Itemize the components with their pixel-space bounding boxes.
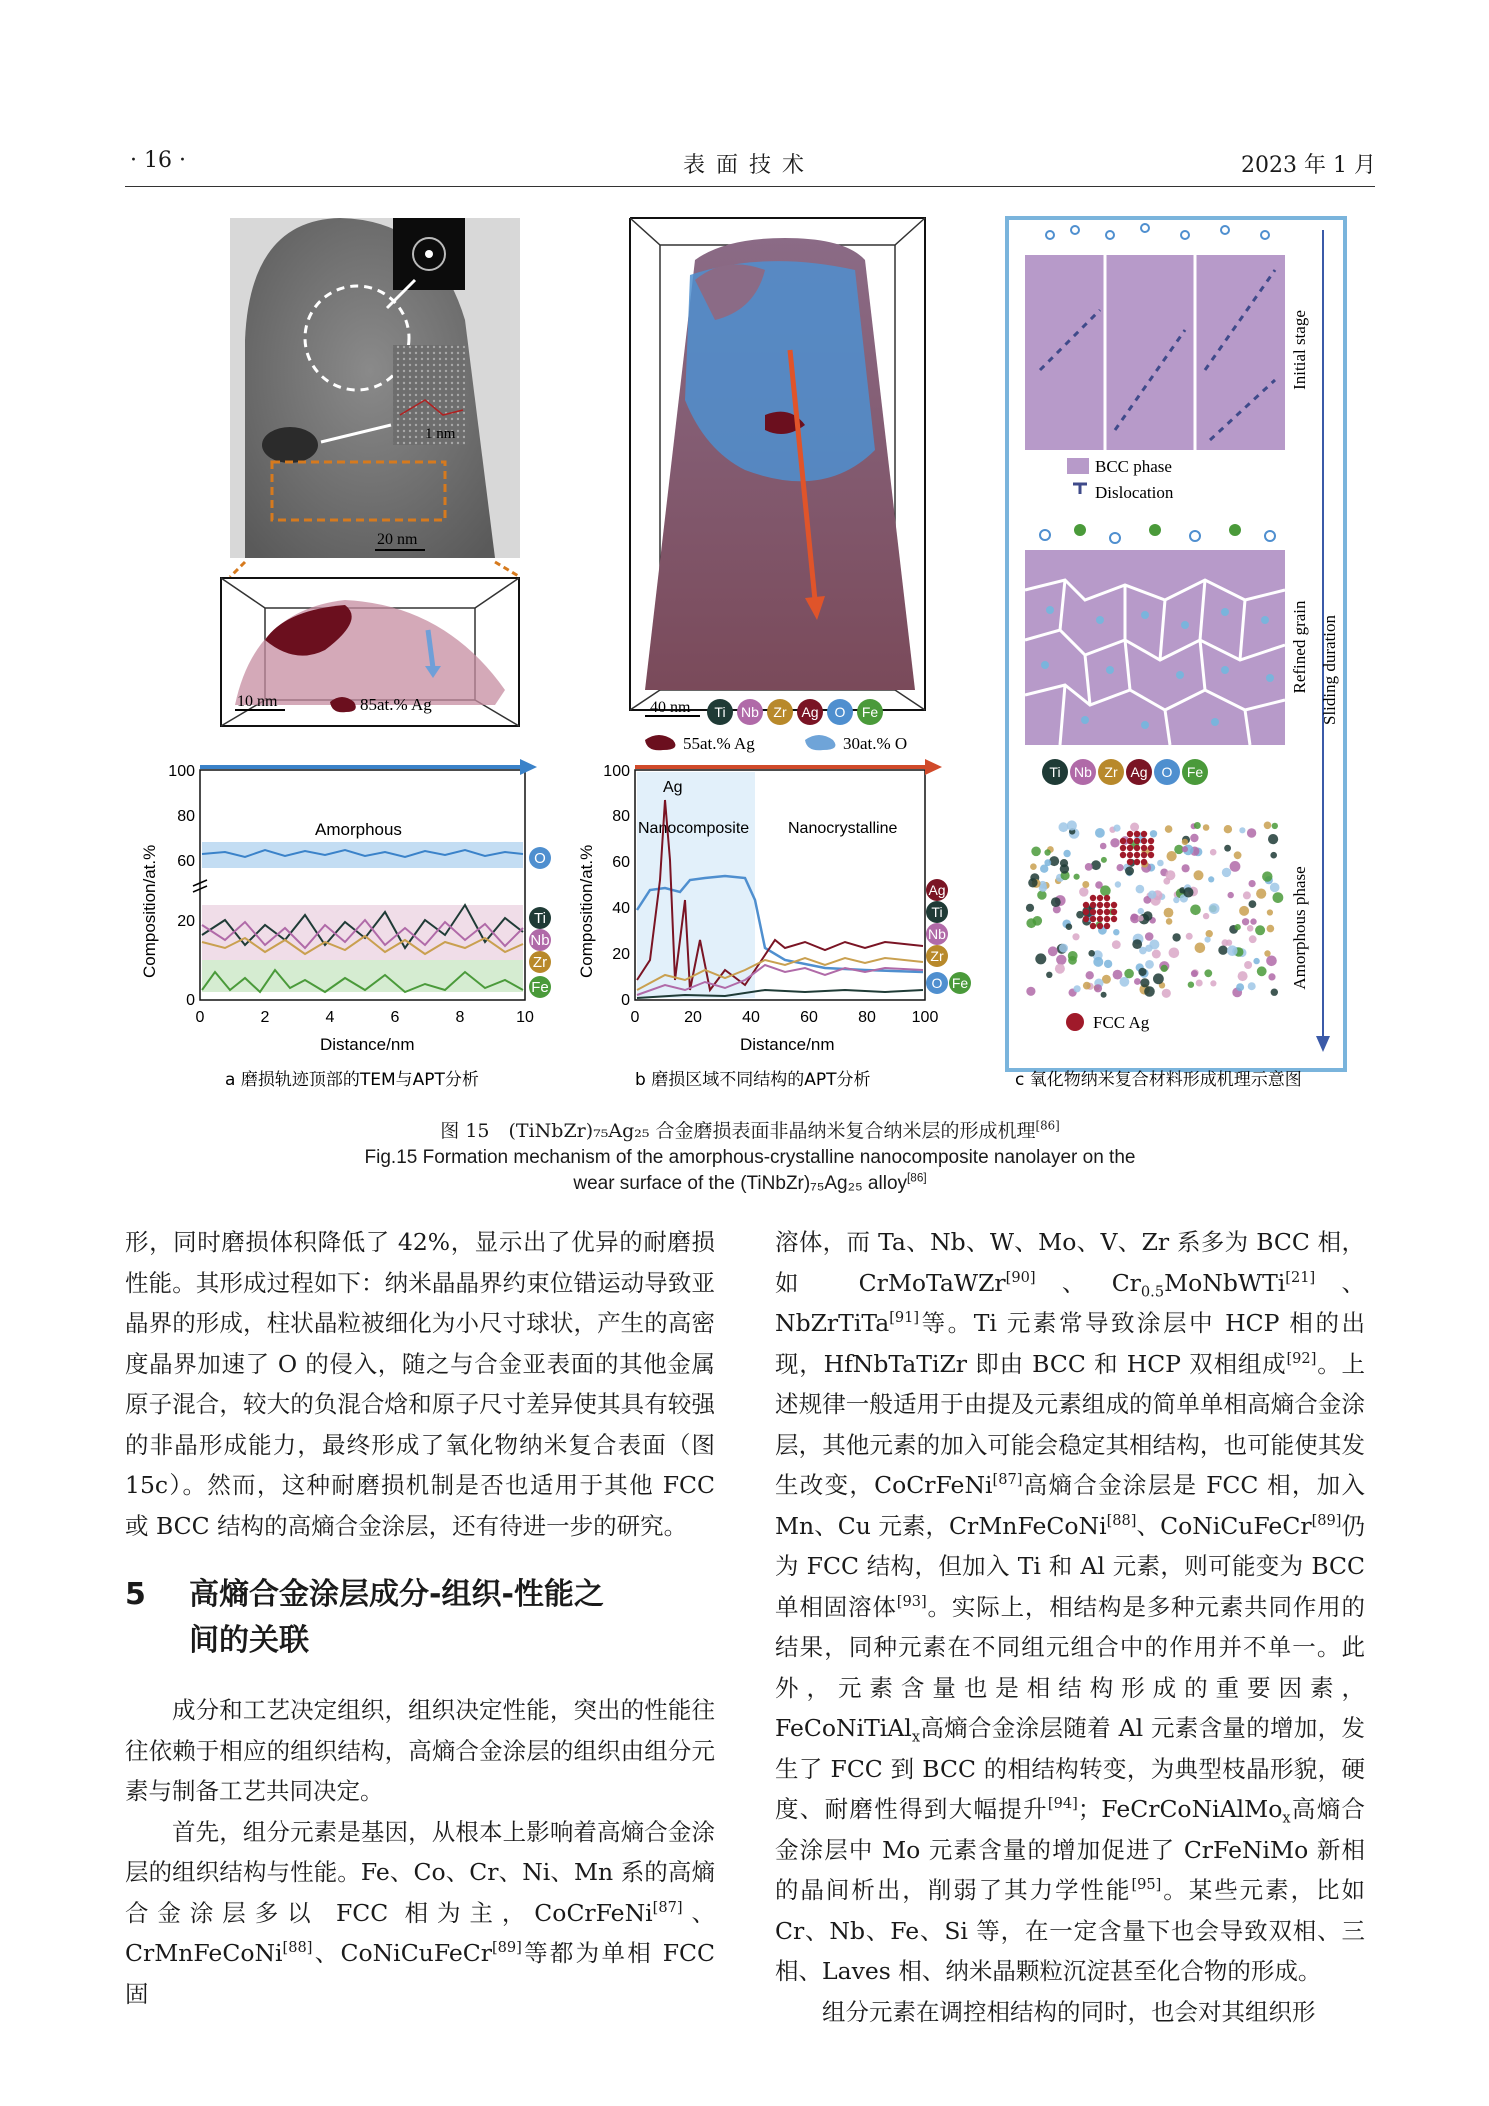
amorphous-particle bbox=[1239, 827, 1245, 833]
amorphous-particle bbox=[1115, 881, 1121, 887]
plot-a-ylabel: Composition/at.% bbox=[140, 844, 159, 978]
amorphous-particle bbox=[1224, 825, 1232, 833]
amorphous-particle bbox=[1270, 883, 1280, 893]
element-fe: Fe bbox=[531, 979, 549, 996]
element-o: O bbox=[931, 975, 943, 991]
amorphous-particle bbox=[1182, 846, 1188, 852]
scale-1nm: 1 nm bbox=[425, 426, 456, 442]
amorphous-particle bbox=[1060, 864, 1069, 873]
amorphous-particle bbox=[1195, 943, 1206, 954]
element-zr: Zr bbox=[1104, 764, 1118, 780]
fcc-ag-atom bbox=[1127, 831, 1133, 837]
plot-a-yticks bbox=[168, 763, 195, 1009]
element-fe: Fe bbox=[1186, 764, 1204, 780]
amorphous-particle bbox=[1196, 980, 1203, 987]
amorphous-particle bbox=[1206, 930, 1213, 937]
figure-caption-en-2: wear surface of the (TiNbZr)₇₅Ag₂₅ alloy[86] bbox=[573, 1171, 927, 1194]
fcc-ag-atom bbox=[1111, 916, 1117, 922]
xtick: 100 bbox=[911, 1009, 939, 1026]
ytick: 20 bbox=[612, 946, 630, 963]
amorphous-particle bbox=[1063, 850, 1070, 857]
plot-b-element-legend bbox=[926, 879, 971, 994]
amorphous-particle bbox=[1236, 983, 1244, 991]
ytick: 60 bbox=[612, 854, 630, 871]
amorphous-particle bbox=[1104, 960, 1112, 968]
amorphous-particle bbox=[1204, 969, 1212, 977]
element-ag: Ag bbox=[1130, 764, 1148, 780]
amorphous-particle bbox=[1144, 986, 1155, 997]
legend-dislocation: Dislocation bbox=[1095, 483, 1174, 502]
amorphous-particle bbox=[1088, 950, 1095, 957]
page-number: · 16 · bbox=[130, 148, 186, 173]
amorphous-particle bbox=[1228, 892, 1234, 898]
amorphous-particle bbox=[1267, 909, 1273, 915]
amorphous-particle bbox=[1100, 885, 1111, 896]
amorphous-particle bbox=[1145, 960, 1154, 969]
amorphous-particle bbox=[1048, 946, 1058, 956]
amorphous-particle bbox=[1208, 876, 1214, 882]
amorphous-particle bbox=[1249, 900, 1257, 908]
amorphous-particle bbox=[1055, 964, 1065, 974]
paragraph: 首先，组分元素是基因，从根本上影响着高熵合金涂层的组织结构与性能。Fe、Co、Cr、Ni、Mn 系的高熵合金涂层多以 FCC 相为主，CoCrFeNi[87]、CrMnFeCoNi[88]、CoNiCuFeCr[89]等都为单相 FCC 固 bbox=[125, 1817, 716, 2008]
amorphous-particle bbox=[1112, 940, 1121, 949]
fcc-ag-atom bbox=[1127, 852, 1133, 858]
amorphous-particle bbox=[1130, 823, 1139, 832]
plot-b-region1: Nanocomposite bbox=[638, 820, 750, 837]
fcc-ag-atom bbox=[1097, 895, 1103, 901]
plot-a-xticks bbox=[196, 1009, 534, 1026]
amorphous-particle bbox=[1191, 970, 1198, 977]
amorphous-particle bbox=[1026, 987, 1035, 996]
amorphous-particle bbox=[1271, 989, 1278, 996]
amorphous-particle bbox=[1235, 924, 1241, 930]
ytick: 80 bbox=[612, 808, 630, 825]
paragraph: 溶体，而 Ta、Nb、W、Mo、V、Zr 系多为 BCC 相，如 CrMoTaWZr[90]、$Cr_{0.5}MoNbWTi[21]$、NbZrTiTa[91]等。Ti 元素常导致涂层中 HCP 相的出现，HfNbTaTiZr 即由 BCC 和 HCP 双相组成[92]。上述规律一般适用于由提及元素组成的简单单相高熵合金涂层，其他元素的加入可能会稳定其相结构，也可能使其发生改变，CoCrFeNi[87]高熵合金涂层是 FCC 相，加入 Mn、Cu 元素，CrMnFeCoNi[88]、CoNiCuFeCr[89]仍为 FCC 结构，但加入 Ti 和 Al 元素，则可能变为 BCC 单相固溶体[93]。实际上，相结构是多种元素共同作用的结果，同种元素在不同组元组合中的作用并不单一。此外，元素含量也是相结构形成的重要因素，FeCoNiTiAl$_x$高熵合金涂层随着 Al 元素含量的增加，发生了 FCC 到 BCC 的相结构转变，为典型枝晶形貌，硬度、耐磨性得到大幅提升[94]；FeCrCoNiAlMo$_x$高熵合金涂层中 Mo 元素含量的增加促进了 CrFeNiMo 新相的晶间析出，削弱了其力学性能[95]。某些元素，比如 Cr、Nb、Fe、Si 等，在一定含量下也会导致双相、三相、Laves 相、纳米晶颗粒沉淀甚至化合物的形成。 bbox=[775, 1228, 1366, 1985]
amorphous-particle bbox=[1203, 824, 1210, 831]
iso-label-55ag: 55at.% Ag bbox=[683, 734, 755, 753]
fcc-ag-atom bbox=[1104, 902, 1110, 908]
panel-b-iso-legend bbox=[645, 734, 907, 753]
amorphous-particle bbox=[1051, 897, 1061, 907]
amorphous-particle bbox=[1267, 925, 1275, 933]
figure-caption-en-1: Fig.15 Formation mechanism of the amorphous-crystalline nanocomposite nanolayer on the bbox=[364, 1147, 1136, 1168]
xtick: 80 bbox=[858, 1009, 876, 1026]
amorphous-particle bbox=[1268, 834, 1278, 844]
amorphous-particle bbox=[1074, 874, 1080, 880]
amorphous-particle bbox=[1157, 860, 1164, 867]
element-ag: Ag bbox=[801, 704, 819, 720]
amorphous-particle bbox=[1136, 885, 1145, 894]
element-ti: Ti bbox=[534, 910, 546, 927]
amorphous-particle bbox=[1145, 932, 1154, 941]
amorphous-particle bbox=[1203, 913, 1209, 919]
xtick: 4 bbox=[325, 1009, 335, 1026]
amorphous-particle bbox=[1125, 867, 1134, 876]
amorphous-particle bbox=[1091, 860, 1101, 870]
fcc-ag-atom bbox=[1120, 852, 1126, 858]
amorphous-particle bbox=[1272, 823, 1278, 829]
amorphous-particle bbox=[1094, 984, 1102, 992]
amorphous-particle bbox=[1067, 820, 1077, 830]
plot-b-yticks bbox=[603, 763, 630, 1009]
fcc-ag-atom bbox=[1097, 902, 1103, 908]
scale-10nm: 10 nm bbox=[237, 693, 278, 710]
fcc-ag-atom bbox=[1104, 909, 1110, 915]
amorphous-particle bbox=[1101, 992, 1107, 998]
label-amorphous-phase: Amorphous phase bbox=[1290, 866, 1309, 990]
fcc-ag-atom bbox=[1104, 916, 1110, 922]
fcc-ag-atom bbox=[1134, 859, 1140, 865]
journal-name: 表 面 技 术 bbox=[683, 153, 806, 178]
amorphous-particle bbox=[1028, 878, 1037, 887]
amorphous-particle bbox=[1152, 950, 1161, 959]
panel-c-caption: c 氧化物纳米复合材料形成机理示意图 bbox=[1015, 1070, 1302, 1090]
amorphous-particle bbox=[1230, 861, 1241, 872]
amorphous-particle bbox=[1268, 973, 1275, 980]
panel-b-plot bbox=[577, 759, 942, 1054]
amorphous-particle bbox=[1247, 828, 1256, 837]
panel-a-tem bbox=[230, 218, 520, 577]
fcc-ag-atom bbox=[1141, 831, 1147, 837]
amorphous-particle bbox=[1248, 982, 1256, 990]
plot-a-element-legend bbox=[529, 847, 551, 998]
amorphous-particle bbox=[1113, 825, 1120, 832]
plot-b-peak-label: Ag bbox=[663, 779, 683, 796]
panel-a-plot bbox=[140, 759, 537, 1054]
amorphous-particle bbox=[1059, 822, 1069, 832]
amorphous-particle bbox=[1044, 859, 1051, 866]
xtick: 0 bbox=[630, 1009, 640, 1026]
xtick: 60 bbox=[800, 1009, 818, 1026]
ytick: 0 bbox=[621, 992, 630, 1009]
amorphous-particle bbox=[1164, 908, 1174, 918]
plot-b-xticks bbox=[631, 1009, 939, 1026]
plot-b-xlabel: Distance/nm bbox=[740, 1035, 835, 1054]
amorphous-particle bbox=[1169, 948, 1180, 959]
amorphous-particle bbox=[1238, 971, 1248, 981]
fcc-ag-atom bbox=[1141, 845, 1147, 851]
fcc-ag-atom bbox=[1083, 909, 1089, 915]
element-fe: Fe bbox=[951, 975, 969, 991]
fcc-ag-atom bbox=[1090, 909, 1096, 915]
amorphous-particle bbox=[1188, 982, 1194, 988]
amorphous-particle bbox=[1026, 918, 1036, 928]
amorphous-particle bbox=[1266, 956, 1277, 967]
paragraph: 组分元素在调控相结构的同时，也会对其组织形 bbox=[822, 1997, 1316, 2026]
amorphous-particle bbox=[1035, 953, 1046, 964]
fcc-ag-atom bbox=[1127, 838, 1133, 844]
amorphous-particle bbox=[1138, 968, 1146, 976]
amorphous-particle bbox=[1079, 887, 1088, 896]
fcc-ag-atom bbox=[1127, 845, 1133, 851]
amorphous-particle bbox=[1194, 822, 1201, 829]
issue-date: 2023 年 1 月 bbox=[1241, 153, 1376, 178]
amorphous-particle bbox=[1247, 925, 1254, 932]
panel-b-caption: b 磨损区域不同结构的APT分析 bbox=[635, 1070, 871, 1090]
amorphous-particle bbox=[1117, 864, 1124, 871]
fcc-ag-atom bbox=[1148, 852, 1154, 858]
amorphous-particle bbox=[1209, 903, 1220, 914]
amorphous-particle bbox=[1249, 935, 1257, 943]
xtick: 20 bbox=[684, 1009, 702, 1026]
figure-15 bbox=[125, 200, 1375, 1120]
amorphous-particle bbox=[1093, 957, 1103, 967]
fcc-ag-atom bbox=[1134, 838, 1140, 844]
element-ag: Ag bbox=[928, 882, 946, 898]
amorphous-particle bbox=[1143, 911, 1152, 920]
paragraph: 形，同时磨损体积降低了 42%，显示出了优异的耐磨损性能。其形成过程如下：纳米晶晶界约束位错运动导致亚晶界的形成，柱状晶粒被细化为小尺寸球状，产生的高密度晶界加速了 O 的侵入，随之与合金亚表面的其他金属原子混合，较大的负混合焓和原子尺寸差异使其具有较强的非晶形成能力，最终形成了氧化物纳米复合表面（图 15c）。然而，这种耐磨损机制是否也适用于其他 FCC 或 BCC 结构的高熵合金涂层，还有待进一步的研究。 bbox=[125, 1228, 715, 1540]
amorphous-particle bbox=[1257, 966, 1267, 976]
amorphous-particle bbox=[1173, 897, 1179, 903]
fcc-ag-atom bbox=[1104, 895, 1110, 901]
amorphous-particle bbox=[1273, 892, 1284, 903]
section-heading: 5 高熵合金涂层成分-组织-性能之 间的关联 bbox=[125, 1577, 604, 1658]
amorphous-particle bbox=[1083, 982, 1091, 990]
fcc-ag-atom bbox=[1120, 838, 1126, 844]
amorphous-particle bbox=[1226, 940, 1232, 946]
amorphous-particle bbox=[1210, 849, 1217, 856]
amorphous-particle bbox=[1030, 863, 1037, 870]
amorphous-particle bbox=[1183, 887, 1193, 897]
xtick: 0 bbox=[195, 1009, 205, 1026]
element-o: O bbox=[534, 850, 546, 867]
element-ti: Ti bbox=[1049, 764, 1061, 780]
amorphous-particle bbox=[1095, 828, 1105, 838]
amorphous-particle bbox=[1186, 933, 1193, 940]
amorphous-particle bbox=[1134, 978, 1141, 985]
element-ti: Ti bbox=[931, 904, 943, 920]
fcc-ag-atom bbox=[1134, 852, 1140, 858]
amorphous-particle bbox=[1138, 915, 1144, 921]
element-nb: Nb bbox=[1074, 764, 1092, 780]
panel-c-schematic bbox=[1007, 218, 1345, 1070]
amorphous-particle bbox=[1255, 925, 1265, 935]
amorphous-particle bbox=[1100, 843, 1107, 850]
fcc-ag-atom bbox=[1083, 916, 1089, 922]
amorphous-particle bbox=[1210, 980, 1216, 986]
plot-a-xlabel: Distance/nm bbox=[320, 1035, 415, 1054]
amorphous-particle bbox=[1242, 918, 1249, 925]
amorphous-particle bbox=[1165, 870, 1175, 880]
amorphous-particle bbox=[1113, 929, 1119, 935]
amorphous-particle bbox=[1113, 970, 1123, 980]
amorphous-particle bbox=[1182, 839, 1188, 845]
fcc-ag-atom bbox=[1127, 859, 1133, 865]
amorphous-particle bbox=[1234, 851, 1242, 859]
element-fe: Fe bbox=[861, 704, 879, 720]
ytick: 100 bbox=[603, 763, 630, 780]
left-column bbox=[125, 1222, 715, 2014]
amorphous-particle bbox=[1205, 937, 1211, 943]
amorphous-particle bbox=[1059, 944, 1068, 953]
amorphous-particle bbox=[1044, 849, 1050, 855]
fcc-ag-atom bbox=[1141, 852, 1147, 858]
right-column bbox=[775, 1222, 1365, 2032]
ytick: 20 bbox=[177, 913, 195, 930]
amorphous-particle bbox=[1161, 965, 1168, 972]
amorphous-particle bbox=[1165, 825, 1173, 833]
fcc-ag-atom bbox=[1090, 895, 1096, 901]
amorphous-particle bbox=[1124, 969, 1134, 979]
paragraph: 成分和工艺决定组织，组织决定性能，突出的性能往往依赖于相应的组织结构，高熵合金涂层的组织由组分元素与制备工艺共同决定。 bbox=[125, 1696, 715, 1805]
amorphous-particle bbox=[1110, 838, 1119, 847]
element-nb: Nb bbox=[530, 932, 550, 949]
plot-a-region: Amorphous bbox=[315, 820, 402, 839]
amorphous-particle bbox=[1131, 914, 1138, 921]
amorphous-particle bbox=[1150, 830, 1157, 837]
amorphous-particle bbox=[1140, 978, 1149, 987]
label-sliding-duration: Sliding duration bbox=[1320, 614, 1339, 726]
ytick: 80 bbox=[177, 808, 195, 825]
panel-a-caption: a 磨损轨迹顶部的TEM与APT分析 bbox=[225, 1070, 479, 1090]
xtick: 2 bbox=[260, 1009, 270, 1026]
amorphous-particle bbox=[1239, 906, 1249, 916]
amorphous-particle bbox=[1243, 891, 1251, 899]
ytick: 40 bbox=[612, 900, 630, 917]
amorphous-particle bbox=[1262, 871, 1272, 881]
fcc-ag-atom bbox=[1134, 845, 1140, 851]
panel-a-apt bbox=[221, 578, 519, 726]
amorphous-particle bbox=[1086, 971, 1094, 979]
fcc-ag-atom bbox=[1097, 916, 1103, 922]
amorphous-particle bbox=[1244, 961, 1252, 969]
fcc-ag-atom bbox=[1148, 838, 1154, 844]
element-nb: Nb bbox=[928, 926, 946, 942]
iso-label-30o: 30at.% O bbox=[843, 734, 908, 753]
legend-fcc-ag: FCC Ag bbox=[1093, 1013, 1150, 1032]
label-initial-stage: Initial stage bbox=[1290, 310, 1309, 390]
element-zr: Zr bbox=[773, 704, 787, 720]
amorphous-particle bbox=[1194, 870, 1204, 880]
fcc-ag-atom bbox=[1111, 902, 1117, 908]
amorphous-particle bbox=[1046, 972, 1052, 978]
element-ti: Ti bbox=[714, 704, 726, 720]
amorphous-particle bbox=[1270, 852, 1277, 859]
ytick: 100 bbox=[168, 763, 195, 780]
amorphous-particle bbox=[1138, 908, 1144, 914]
amorphous-particle bbox=[1222, 868, 1231, 877]
amorphous-particle bbox=[1218, 946, 1227, 955]
fcc-ag-atom bbox=[1111, 909, 1117, 915]
amorphous-particle bbox=[1253, 958, 1259, 964]
iso-label-85ag: 85at.% Ag bbox=[360, 695, 432, 714]
fcc-ag-atom bbox=[1141, 859, 1147, 865]
xtick: 40 bbox=[742, 1009, 760, 1026]
amorphous-particle bbox=[1250, 918, 1256, 924]
fcc-ag-atom bbox=[1090, 902, 1096, 908]
amorphous-particle bbox=[1264, 950, 1270, 956]
xtick: 8 bbox=[455, 1009, 465, 1026]
amorphous-particle bbox=[1264, 822, 1272, 830]
fcc-ag-atom bbox=[1104, 923, 1110, 929]
fcc-ag-atom bbox=[1083, 902, 1089, 908]
fcc-ag-atom bbox=[1090, 923, 1096, 929]
amorphous-particle bbox=[1148, 891, 1156, 899]
amorphous-particle bbox=[1120, 977, 1130, 987]
scale-20nm: 20 nm bbox=[377, 531, 418, 548]
legend-bcc: BCC phase bbox=[1095, 457, 1172, 476]
element-o: O bbox=[1161, 764, 1173, 780]
fcc-ag-atom bbox=[1148, 845, 1154, 851]
amorphous-particle bbox=[1072, 933, 1079, 940]
plot-b-ylabel: Composition/at.% bbox=[577, 844, 596, 978]
amorphous-particle bbox=[1167, 851, 1177, 861]
amorphous-particle bbox=[1026, 904, 1034, 912]
amorphous-particle bbox=[1166, 918, 1173, 925]
amorphous-particle bbox=[1153, 973, 1164, 984]
amorphous-particle bbox=[1056, 955, 1066, 965]
amorphous-particle bbox=[1162, 989, 1171, 998]
amorphous-particle bbox=[1066, 923, 1073, 930]
amorphous-particle bbox=[1249, 880, 1256, 887]
ytick: 0 bbox=[186, 992, 195, 1009]
xtick: 10 bbox=[516, 1009, 534, 1026]
label-refined-grain: Refined grain bbox=[1290, 600, 1309, 694]
element-o: O bbox=[834, 704, 846, 720]
amorphous-particle bbox=[1190, 834, 1198, 842]
amorphous-particle bbox=[1256, 889, 1266, 899]
scale-40nm: 40 nm bbox=[650, 699, 691, 716]
header-rule bbox=[125, 186, 1375, 187]
ytick: 60 bbox=[177, 853, 195, 870]
amorphous-particle bbox=[1190, 905, 1201, 916]
amorphous-particle bbox=[1037, 890, 1046, 899]
element-nb: Nb bbox=[741, 704, 759, 720]
plot-b-region2: Nanocrystalline bbox=[788, 820, 898, 837]
amorphous-particle bbox=[1132, 939, 1142, 949]
amorphous-particle bbox=[1172, 933, 1180, 941]
amorphous-particle bbox=[1082, 881, 1089, 888]
amorphous-particle bbox=[1101, 857, 1107, 863]
fcc-ag-atom bbox=[1090, 916, 1096, 922]
refined-grain-stage bbox=[1025, 524, 1309, 745]
amorphous-particle bbox=[1074, 985, 1081, 992]
fcc-ag-atom bbox=[1097, 909, 1103, 915]
amorphous-particle bbox=[1145, 945, 1152, 952]
xtick: 6 bbox=[390, 1009, 400, 1026]
figure-caption-cn: 图 15 (TiNbZr)₇₅Ag₂₅ 合金磨损表面非晶纳米复合纳米层的形成机理[86] bbox=[440, 1118, 1060, 1142]
fcc-ag-atom bbox=[1120, 845, 1126, 851]
amorphous-particle bbox=[1182, 864, 1190, 872]
amorphous-particle bbox=[1068, 951, 1078, 961]
fcc-ag-atom bbox=[1141, 838, 1147, 844]
panel-b-apt bbox=[630, 218, 925, 716]
amorphous-particle bbox=[1031, 847, 1041, 857]
amorphous-particle bbox=[1224, 845, 1231, 852]
fcc-ag-atom bbox=[1097, 923, 1103, 929]
amorphous-particle bbox=[1085, 863, 1093, 871]
fcc-ag-atom bbox=[1134, 831, 1140, 837]
amorphous-particle bbox=[1227, 945, 1238, 956]
element-zr: Zr bbox=[532, 954, 548, 971]
element-zr: Zr bbox=[930, 948, 944, 964]
